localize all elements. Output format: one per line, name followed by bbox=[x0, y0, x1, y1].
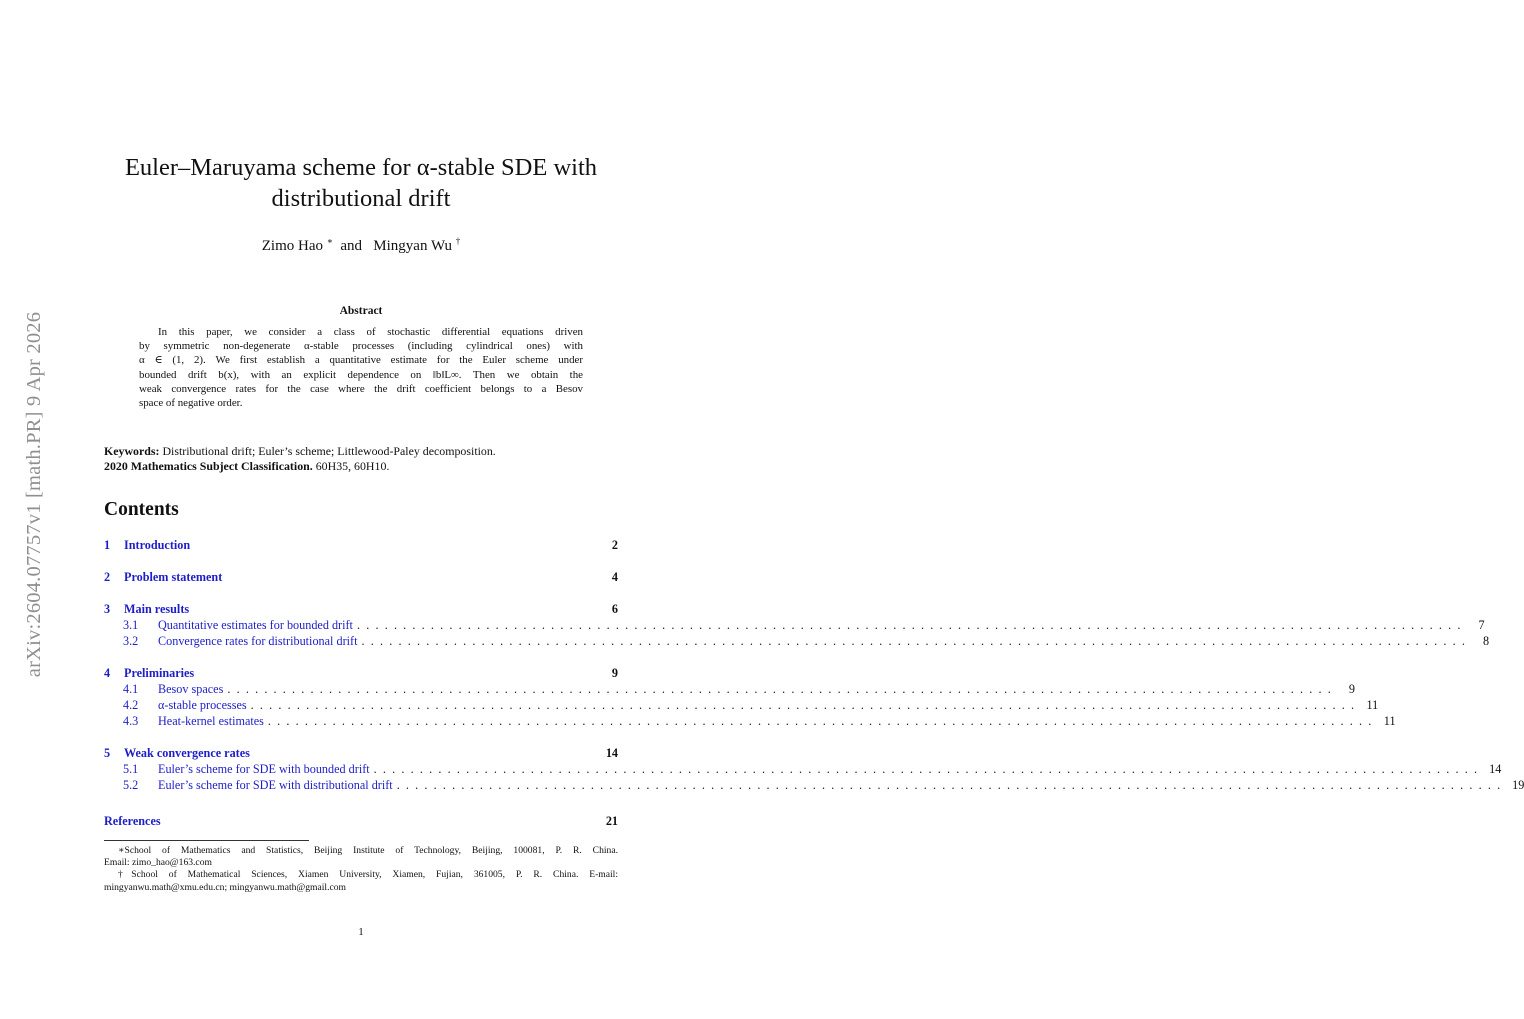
toc-page: 11 bbox=[1360, 697, 1378, 713]
toc-title[interactable]: Preliminaries bbox=[124, 666, 195, 680]
toc-subsection-link[interactable] bbox=[104, 681, 1355, 697]
footnote-line: mingyanwu.math@xmu.edu.cn; mingyanwu.math@gmail.com bbox=[104, 881, 347, 893]
abstract-line: by symmetric non-degenerate α-stable processes (including cylindrical ones) with bbox=[139, 340, 583, 353]
msc-text: 60H35, 60H10. bbox=[315, 459, 390, 473]
abstract-heading: Abstract bbox=[339, 305, 383, 317]
toc-subsection-link[interactable] bbox=[104, 713, 1396, 729]
author-2-footnote-mark: † bbox=[455, 236, 461, 246]
keywords-label: Keywords: bbox=[104, 444, 160, 458]
toc-number: 4.2 bbox=[123, 698, 139, 712]
abstract-body bbox=[139, 325, 583, 410]
toc-page: 4 bbox=[611, 570, 618, 584]
toc-leader-dots: ........................................................................................................................ bbox=[361, 634, 1472, 648]
author-list bbox=[104, 236, 618, 255]
keywords-block bbox=[104, 444, 618, 474]
toc-page: 19 bbox=[1506, 777, 1524, 793]
toc-number: 2 bbox=[104, 570, 111, 584]
toc-subsection-link[interactable] bbox=[104, 697, 1379, 713]
toc-number: 1 bbox=[104, 538, 111, 552]
abstract-line: space of negative order. bbox=[139, 397, 243, 410]
footnote-line: Email: zimo_hao@163.com bbox=[104, 857, 212, 869]
abstract-line: bounded drift b(x), with an explicit dependence on ‖b‖L∞. Then we obtain the bbox=[139, 368, 583, 381]
page-number: 1 bbox=[358, 926, 364, 938]
toc-title[interactable]: Main results bbox=[124, 602, 190, 616]
toc-entry bbox=[158, 633, 1490, 649]
toc-number: 4.3 bbox=[123, 714, 139, 728]
paper-title bbox=[104, 152, 618, 214]
toc-section-link[interactable] bbox=[104, 745, 618, 761]
toc-page: 9 bbox=[611, 666, 618, 680]
toc-number: 3.2 bbox=[123, 634, 139, 648]
toc-leader-dots: ........................................................................................................................ bbox=[227, 682, 1337, 696]
toc-title[interactable]: Introduction bbox=[124, 538, 191, 552]
toc-leader-dots: ........................................................................................................................ bbox=[250, 698, 1361, 712]
toc-number: 3 bbox=[104, 602, 111, 616]
title-line-2: distributional drift bbox=[271, 185, 451, 212]
toc-page: 14 bbox=[1483, 761, 1501, 777]
toc-title[interactable]: Euler’s scheme for SDE with bounded drift bbox=[158, 761, 374, 777]
toc-section-link[interactable] bbox=[104, 813, 618, 829]
toc-entry bbox=[158, 697, 1379, 713]
msc-line bbox=[104, 459, 618, 474]
toc-number: 4.1 bbox=[123, 682, 139, 696]
toc-leader-dots: ........................................................................................................................ bbox=[396, 778, 1507, 792]
title-line-1: Euler–Maruyama scheme for α-stable SDE with bbox=[124, 154, 598, 181]
abstract-line: In this paper, we consider a class of stochastic differential equations driven bbox=[158, 326, 583, 338]
toc-entry bbox=[158, 713, 1396, 729]
abstract-line: weak convergence rates for the case where the drift coefficient belongs to a Besov bbox=[139, 382, 583, 395]
toc-page: 11 bbox=[1378, 713, 1396, 729]
contents-heading: Contents bbox=[104, 499, 179, 520]
toc-leader-dots: ........................................................................................................................ bbox=[356, 618, 1467, 632]
toc-title[interactable]: Weak convergence rates bbox=[124, 746, 250, 760]
footnotes bbox=[104, 845, 618, 894]
toc-page: 21 bbox=[605, 814, 618, 828]
toc-title[interactable]: Heat-kernel estimates bbox=[158, 713, 268, 729]
keywords-line bbox=[104, 444, 618, 459]
toc-title[interactable]: α-stable processes bbox=[158, 697, 251, 713]
toc-section-link[interactable] bbox=[104, 665, 618, 681]
toc-page: 9 bbox=[1337, 681, 1355, 697]
toc-section-link[interactable] bbox=[104, 601, 618, 617]
toc-page: 2 bbox=[611, 538, 618, 552]
toc-leader-dots: ........................................................................................................................ bbox=[373, 762, 1484, 776]
toc-entry bbox=[158, 761, 1502, 777]
toc-page: 14 bbox=[605, 746, 618, 760]
toc-entry bbox=[158, 617, 1485, 633]
author-1: Zimo Hao bbox=[261, 238, 323, 254]
toc-page: 7 bbox=[1467, 617, 1485, 633]
arxiv-sidebar-stamp bbox=[16, 289, 54, 699]
toc-title[interactable]: Problem statement bbox=[124, 570, 223, 584]
toc-number: 5 bbox=[104, 746, 111, 760]
toc-page: 8 bbox=[1471, 633, 1489, 649]
footnote-line: †School of Mathematical Sciences, Xiamen University, Xiamen, Fujian, 361005, P. R. China. E-mail: bbox=[118, 869, 618, 881]
toc-page: 6 bbox=[611, 602, 618, 616]
author-2: Mingyan Wu bbox=[373, 238, 452, 254]
toc-title[interactable]: Quantitative estimates for bounded drift bbox=[158, 617, 357, 633]
toc-subsection-link[interactable] bbox=[104, 761, 1502, 777]
toc-title[interactable]: References bbox=[104, 814, 161, 828]
abstract-line: α ∈ (1, 2). We first establish a quantitative estimate for the Euler scheme under bbox=[139, 354, 583, 367]
footnote-rule bbox=[104, 840, 309, 841]
toc-entry bbox=[158, 777, 1524, 793]
toc-number: 4 bbox=[104, 666, 111, 680]
toc-section-link[interactable] bbox=[104, 569, 618, 585]
msc-label: 2020 Mathematics Subject Classification. bbox=[104, 459, 313, 473]
toc-title[interactable]: Besov spaces bbox=[158, 681, 227, 697]
toc-section-link[interactable] bbox=[104, 537, 618, 553]
toc-subsection-link[interactable] bbox=[104, 617, 1485, 633]
toc-title[interactable]: Convergence rates for distributional drift bbox=[158, 633, 361, 649]
arxiv-id: arXiv:2604.07757v1 [math.PR] 9 Apr 2026 bbox=[23, 311, 46, 677]
keywords-text: Distributional drift; Euler’s scheme; Littlewood-Paley decomposition. bbox=[162, 444, 496, 458]
toc-leader-dots: ........................................................................................................................ bbox=[267, 714, 1378, 728]
toc-number: 5.1 bbox=[123, 762, 139, 776]
toc-subsection-link[interactable] bbox=[104, 777, 1524, 793]
footnote-line: ∗School of Mathematics and Statistics, Beijing Institute of Technology, Beijing, 100081, P. R. China. bbox=[118, 845, 618, 856]
toc-title[interactable]: Euler’s scheme for SDE with distributional drift bbox=[158, 777, 397, 793]
author-conjunction: and bbox=[340, 238, 363, 254]
toc-entry bbox=[158, 681, 1355, 697]
toc-subsection-link[interactable] bbox=[104, 633, 1490, 649]
toc-number: 3.1 bbox=[123, 618, 139, 632]
toc-number: 5.2 bbox=[123, 778, 139, 792]
author-1-footnote-mark: ∗ bbox=[326, 236, 333, 246]
